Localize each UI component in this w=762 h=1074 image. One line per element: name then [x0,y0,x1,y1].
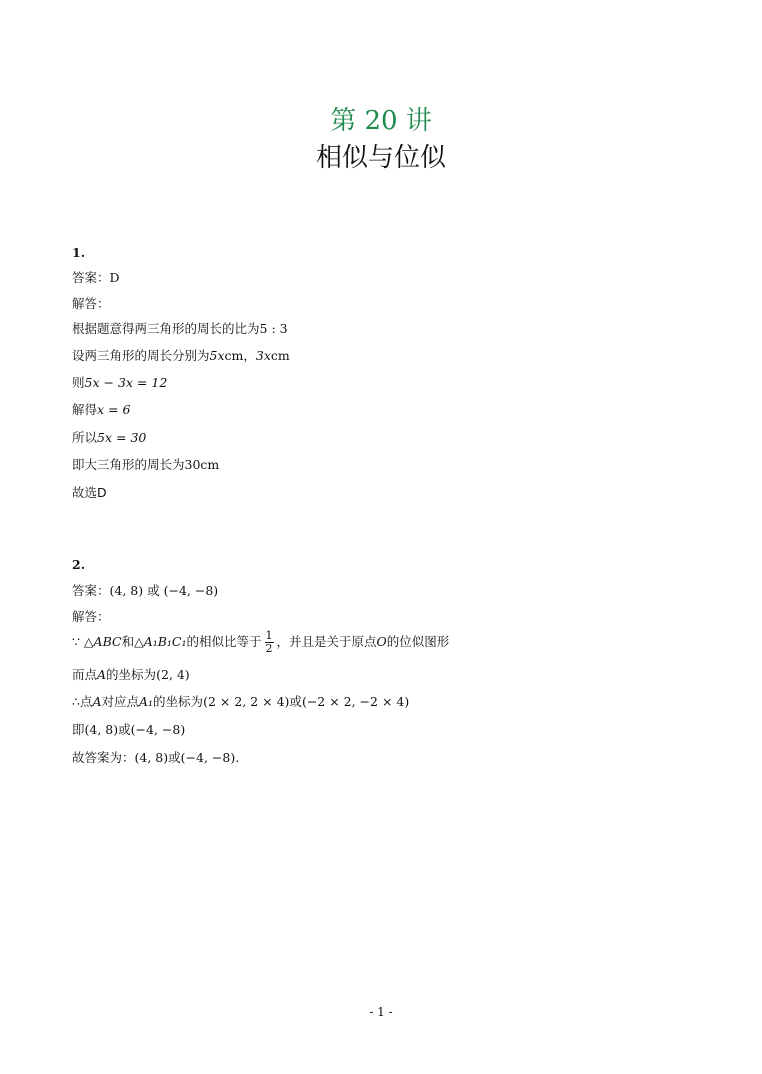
solution-line [72,694,409,710]
or-text: 或 [147,583,160,598]
solution-line [72,402,130,418]
fraction-numerator: 1 [265,629,273,642]
therefore-text: ∴点 [72,694,93,709]
math-expression: (4, 8) [109,583,144,598]
solution-line [72,375,167,391]
or-text: 或 [168,750,181,765]
answer-label: 答案： [72,583,110,598]
math-expression: A [92,694,102,709]
period-text: . [235,750,240,765]
unit-text: cm [270,348,290,363]
page-number: - 1 - [369,1005,393,1019]
solution-text: 和△ [121,634,144,649]
solution-line [72,321,288,337]
math-expression: (2 × 2, 2 × 4) [203,694,290,709]
solution-text: 即大三角形的周长为 [72,457,185,472]
or-text: 或 [289,694,302,709]
math-expression: x = 6 [97,402,131,417]
math-expression: 5x − 3x = 12 [84,375,168,390]
solution-label: 解答： [72,609,110,624]
answer-label: 答案： [72,270,110,285]
solution-text: 对应点 [101,694,139,709]
answer-line [72,270,120,286]
solution-text: 设两三角形的周长分别为 [72,348,210,363]
solution-text: 所以 [72,430,98,445]
fraction [265,630,274,655]
math-expression: O [376,634,387,649]
unit-text: cm， [224,348,256,363]
question-number: 1. [72,245,86,260]
solution-text: 根据题意得两三角形的周长的比为 [72,321,260,336]
math-expression: (−4, −8) [130,722,186,737]
math-expression: 5x = 30 [97,430,147,445]
solution-line [72,348,290,364]
math-expression: (−4, −8) [163,583,219,598]
question-number: 2. [72,557,86,572]
solution-text: 的相似比等于 [186,634,262,649]
fraction-denominator: 2 [265,642,273,655]
solution-text: 故答案为： [72,750,135,765]
solution-text: 的坐标为 [106,667,157,682]
lesson-number: 第 20 讲 [330,106,432,136]
solution-text: 的位似图形 [386,634,450,649]
math-expression: A₁B₁C₁ [143,634,187,649]
math-expression: (4, 8) [84,722,119,737]
solution-line [72,667,190,683]
math-expression: (2, 4) [156,667,190,682]
math-expression: A [97,667,107,682]
solution-label: 解答： [72,296,110,311]
solution-text: ，并且是关于原点 [276,634,377,649]
solution-text: 即 [72,722,85,737]
solution-text: 解得 [72,402,98,417]
math-expression: 30cm [184,457,220,472]
solution-line [72,722,185,738]
math-expression: (−4, −8) [180,750,236,765]
solution-text: 的坐标为 [153,694,204,709]
math-expression: 5 : 3 [259,321,288,336]
or-text: 或 [118,722,131,737]
math-expression: A₁ [139,694,154,709]
because-symbol: ∵ △ [72,634,94,649]
page-title: 相似与位似 [315,143,446,173]
solution-text: 则 [72,375,85,390]
math-expression: ABC [93,634,122,649]
solution-line [72,457,219,473]
solution-line [72,630,449,655]
math-expression: (4, 8) [134,750,169,765]
solution-text: 而点 [72,667,98,682]
answer-line [72,583,218,599]
solution-line [72,750,239,766]
solution-line: 故选D [72,485,107,500]
math-expression: 3x [255,348,271,363]
solution-line [72,430,146,446]
answer-value: D [109,270,120,285]
math-expression: (−2 × 2, −2 × 4) [301,694,410,709]
math-expression: 5x [209,348,225,363]
